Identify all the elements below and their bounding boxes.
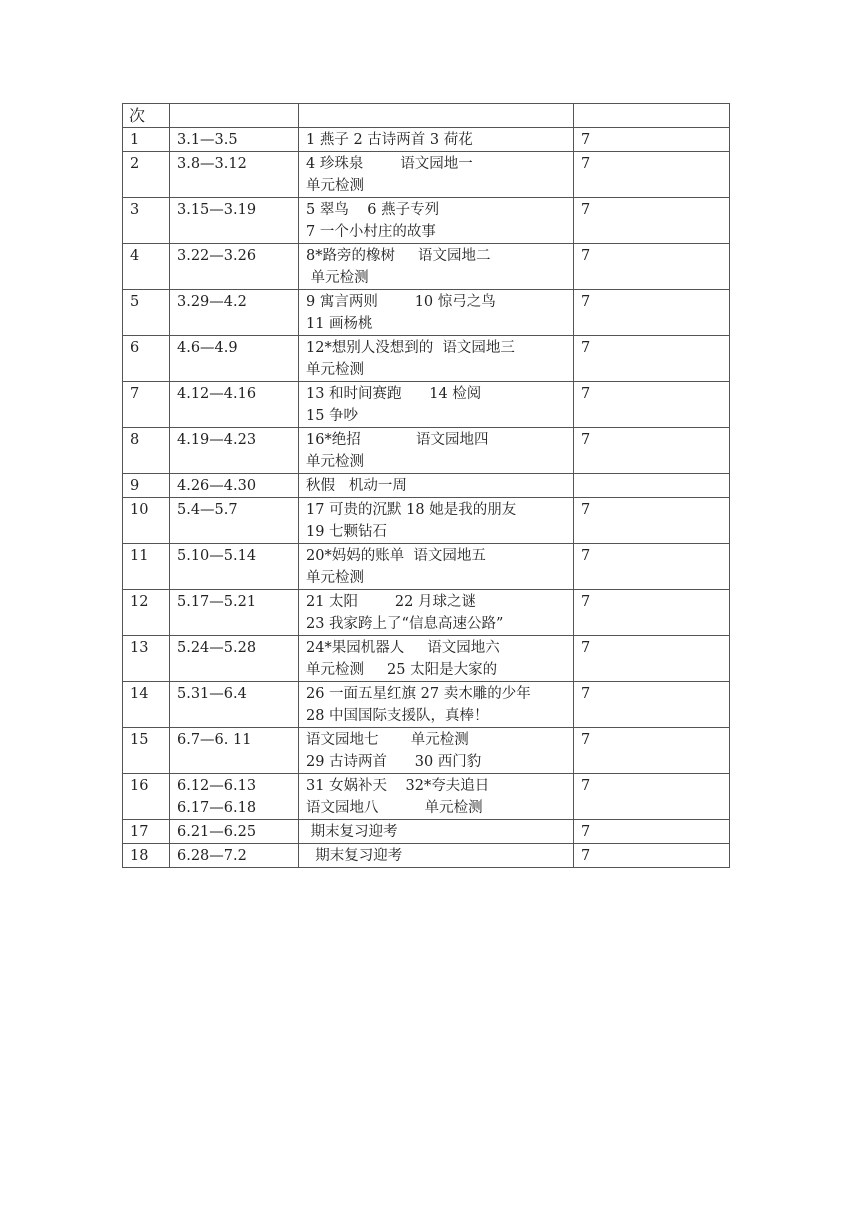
header-content-cell	[299, 104, 574, 128]
lesson-content-cell	[299, 844, 574, 868]
week-cell: 7	[123, 382, 170, 428]
week-cell: 5	[123, 290, 170, 336]
class-hours-cell: 7	[574, 498, 730, 544]
class-hours-cell: 7	[574, 636, 730, 682]
lesson-content-line: 单元检测	[306, 454, 364, 470]
table-row	[123, 382, 730, 428]
table-row	[123, 290, 730, 336]
dates-cell	[170, 290, 299, 336]
lesson-content-line: 26 一面五星红旗 27 卖木雕的少年	[306, 686, 531, 702]
lesson-content-cell	[299, 544, 574, 590]
lesson-content-cell	[299, 728, 574, 774]
week-cell: 15	[123, 728, 170, 774]
dates-cell	[170, 820, 299, 844]
header-week-cell: 次	[123, 104, 170, 128]
lesson-content-line: 单元检测	[306, 362, 364, 378]
date-range-text: 4.12—4.16	[177, 386, 257, 402]
lesson-content-line: 单元检测	[306, 270, 369, 286]
date-range-text: 4.6—4.9	[177, 340, 238, 356]
dates-cell	[170, 198, 299, 244]
class-hours-cell: 7	[574, 382, 730, 428]
date-range-text: 4.26—4.30	[177, 478, 257, 494]
table-row	[123, 244, 730, 290]
dates-cell	[170, 382, 299, 428]
lesson-content-line: 19 七颗钻石	[306, 524, 388, 540]
week-cell: 6	[123, 336, 170, 382]
date-range-text: 4.19—4.23	[177, 432, 257, 448]
date-range-text: 3.22—3.26	[177, 248, 257, 264]
lesson-content-line: 期末复习迎考	[306, 848, 403, 864]
lesson-content-line: 9 寓言两则 10 惊弓之鸟	[306, 294, 496, 310]
class-hours-cell: 7	[574, 820, 730, 844]
week-cell: 13	[123, 636, 170, 682]
dates-cell	[170, 474, 299, 498]
table-row	[123, 774, 730, 820]
dates-cell	[170, 590, 299, 636]
date-range-text: 3.1—3.5	[177, 132, 238, 148]
dates-cell	[170, 682, 299, 728]
week-cell: 1	[123, 128, 170, 152]
lesson-content-line: 7 一个小村庄的故事	[306, 224, 436, 240]
lesson-content-line: 24*果园机器人 语文园地六	[306, 640, 500, 656]
week-cell: 16	[123, 774, 170, 820]
lesson-content-line: 单元检测	[306, 178, 364, 194]
table-row	[123, 152, 730, 198]
date-range-text: 5.4—5.7	[177, 502, 238, 518]
week-cell: 12	[123, 590, 170, 636]
lesson-content-line: 5 翠鸟 6 燕子专列	[306, 202, 440, 218]
dates-cell	[170, 774, 299, 820]
header-row	[123, 104, 730, 128]
table-row	[123, 636, 730, 682]
date-range-text: 6.12—6.13	[177, 778, 257, 794]
date-range-text: 6.7—6. 11	[177, 732, 252, 748]
class-hours-cell: 7	[574, 728, 730, 774]
table-row	[123, 474, 730, 498]
lesson-content-cell	[299, 498, 574, 544]
schedule-body	[123, 104, 730, 868]
lesson-content-line: 28 中国国际支援队，真棒！	[306, 708, 489, 724]
week-cell: 17	[123, 820, 170, 844]
table-row	[123, 198, 730, 244]
lesson-content-line: 13 和时间赛跑 14 检阅	[306, 386, 482, 402]
lesson-content-cell	[299, 382, 574, 428]
lesson-content-line: 1 燕子 2 古诗两首 3 荷花	[306, 132, 473, 148]
week-cell: 4	[123, 244, 170, 290]
class-hours-cell	[574, 474, 730, 498]
class-hours-cell: 7	[574, 844, 730, 868]
lesson-content-line: 23 我家跨上了“信息高速公路”	[306, 616, 504, 632]
lesson-content-line: 8*路旁的橡树 语文园地二	[306, 248, 491, 264]
lesson-content-cell	[299, 152, 574, 198]
week-cell: 14	[123, 682, 170, 728]
class-hours-cell: 7	[574, 290, 730, 336]
lesson-content-cell	[299, 128, 574, 152]
lesson-content-line: 29 古诗两首 30 西门豹	[306, 754, 482, 770]
dates-cell	[170, 844, 299, 868]
dates-cell	[170, 728, 299, 774]
table-row	[123, 336, 730, 382]
class-hours-cell: 7	[574, 198, 730, 244]
table-row	[123, 820, 730, 844]
date-range-text: 5.10—5.14	[177, 548, 257, 564]
lesson-content-cell	[299, 336, 574, 382]
lesson-content-line: 16*绝招 语文园地四	[306, 432, 489, 448]
date-range-text: 6.28—7.2	[177, 848, 247, 864]
table-row	[123, 498, 730, 544]
table-row	[123, 128, 730, 152]
teaching-schedule-table	[122, 103, 730, 868]
table-row	[123, 844, 730, 868]
class-hours-cell: 7	[574, 336, 730, 382]
lesson-content-cell	[299, 636, 574, 682]
lesson-content-cell	[299, 774, 574, 820]
class-hours-cell: 7	[574, 682, 730, 728]
date-range-text: 5.17—5.21	[177, 594, 257, 610]
lesson-content-line: 21 太阳 22 月球之谜	[306, 594, 476, 610]
dates-cell	[170, 244, 299, 290]
lesson-content-cell	[299, 682, 574, 728]
lesson-content-cell	[299, 474, 574, 498]
week-cell: 3	[123, 198, 170, 244]
dates-cell	[170, 128, 299, 152]
date-range-text: 5.24—5.28	[177, 640, 257, 656]
dates-cell	[170, 498, 299, 544]
lesson-content-cell	[299, 820, 574, 844]
date-range-text: 3.8—3.12	[177, 156, 247, 172]
lesson-content-cell	[299, 590, 574, 636]
week-cell: 2	[123, 152, 170, 198]
dates-cell	[170, 428, 299, 474]
date-range-text: 3.15—3.19	[177, 202, 257, 218]
lesson-content-line: 12*想别人没想到的 语文园地三	[306, 340, 515, 356]
lesson-content-line: 17 可贵的沉默 18 她是我的朋友	[306, 502, 517, 518]
week-cell: 9	[123, 474, 170, 498]
dates-cell	[170, 152, 299, 198]
lesson-content-line: 31 女娲补天 32*夸夫追日	[306, 778, 490, 794]
dates-cell	[170, 544, 299, 590]
table-row	[123, 682, 730, 728]
lesson-content-line: 秋假 机动一周	[306, 478, 407, 494]
class-hours-cell: 7	[574, 774, 730, 820]
date-range-text: 6.21—6.25	[177, 824, 257, 840]
class-hours-cell: 7	[574, 428, 730, 474]
table-row	[123, 728, 730, 774]
dates-cell	[170, 336, 299, 382]
class-hours-cell: 7	[574, 152, 730, 198]
header-hours-cell	[574, 104, 730, 128]
table-row	[123, 544, 730, 590]
lesson-content-line: 15 争吵	[306, 408, 359, 424]
lesson-content-line: 4 珍珠泉 语文园地一	[306, 156, 473, 172]
lesson-content-cell	[299, 428, 574, 474]
week-cell: 11	[123, 544, 170, 590]
table-row	[123, 428, 730, 474]
lesson-content-cell	[299, 198, 574, 244]
dates-cell	[170, 636, 299, 682]
lesson-content-line: 单元检测 25 太阳是大家的	[306, 662, 498, 678]
week-cell: 8	[123, 428, 170, 474]
lesson-content-line: 语文园地七 单元检测	[306, 732, 469, 748]
lesson-content-cell	[299, 290, 574, 336]
class-hours-cell: 7	[574, 128, 730, 152]
lesson-content-line: 单元检测	[306, 570, 364, 586]
class-hours-cell: 7	[574, 590, 730, 636]
class-hours-cell: 7	[574, 544, 730, 590]
date-range-text: 6.17—6.18	[177, 800, 257, 816]
lesson-content-line: 期末复习迎考	[306, 824, 398, 840]
lesson-content-line: 语文园地八 单元检测	[306, 800, 483, 816]
week-cell: 10	[123, 498, 170, 544]
date-range-text: 5.31—6.4	[177, 686, 247, 702]
lesson-content-line: 11 画杨桃	[306, 316, 373, 332]
class-hours-cell: 7	[574, 244, 730, 290]
header-dates-cell	[170, 104, 299, 128]
table-row	[123, 590, 730, 636]
week-cell: 18	[123, 844, 170, 868]
lesson-content-line: 20*妈妈的账单 语文园地五	[306, 548, 486, 564]
lesson-content-cell	[299, 244, 574, 290]
date-range-text: 3.29—4.2	[177, 294, 247, 310]
